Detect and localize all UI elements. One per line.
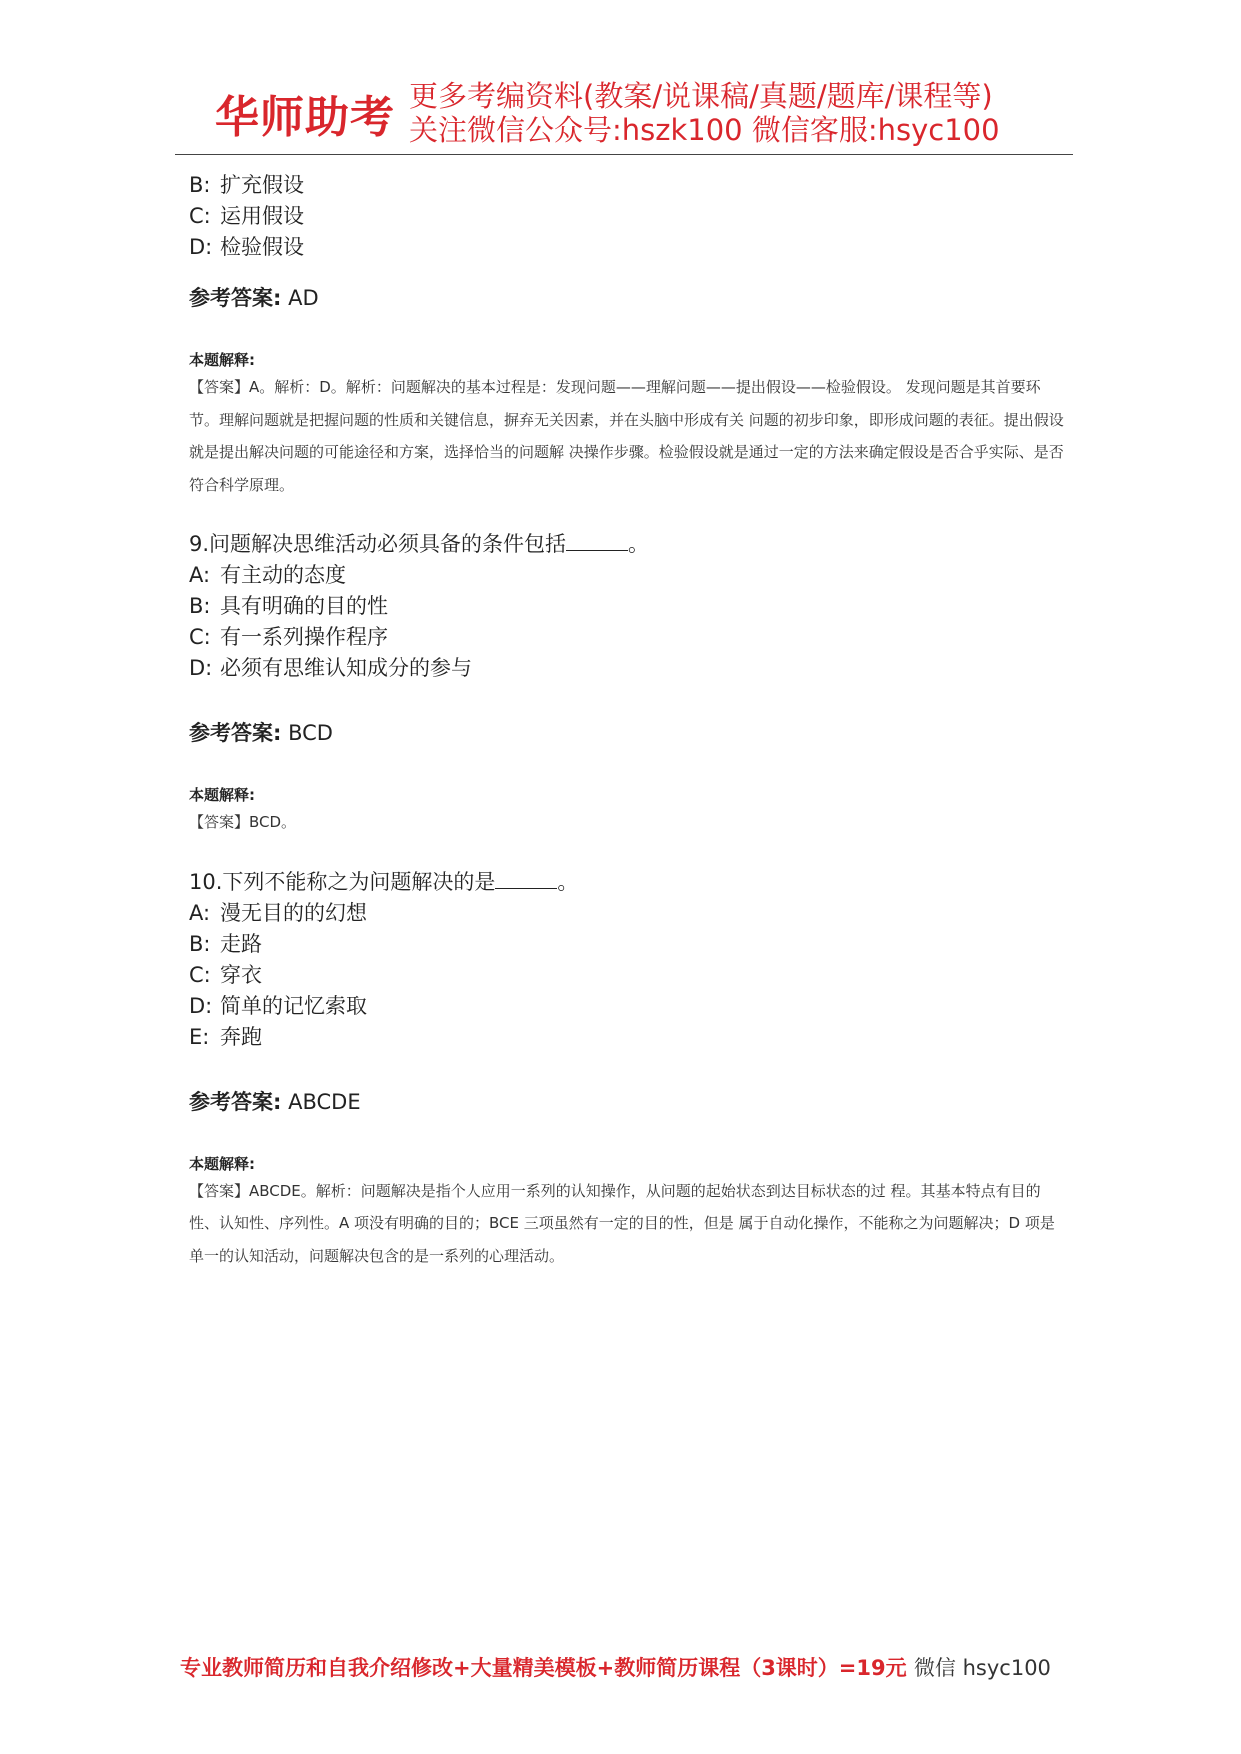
explanation-body: 【答案】ABCDE。解析：问题解决是指个人应用一系列的认知操作，从问题的起始状态到达目标状态的过 程。其基本特点有目的性、认知性、序列性。A 项没有明确的目的；BCE 三项虽然有一定的目的性，但是 属于自动化操作，不能称之为问题解决；D 项是单一的认知活动，问题解决包含的是一系列的心理活动。 [189, 1181, 1055, 1265]
option-text: 奔跑 [220, 1024, 262, 1049]
answer-line [189, 718, 1069, 748]
answer-label: 参考答案: [189, 1089, 282, 1114]
question-9-options [189, 560, 1069, 684]
option-letter: D: [189, 993, 213, 1018]
option-text: 扩充假设 [220, 173, 304, 197]
answer-label: 参考答案: [189, 721, 282, 745]
question-stem [189, 529, 1069, 560]
question-stem [189, 867, 1069, 898]
header-banner [175, 78, 1075, 148]
option-text: 简单的记忆索取 [220, 993, 367, 1018]
question-10-options [189, 898, 1069, 1053]
option [189, 170, 1069, 201]
option-letter: B: [189, 173, 211, 197]
option [189, 653, 1069, 684]
option-text: 漫无目的的幻想 [220, 900, 367, 925]
answer-value: ABCDE [288, 1089, 361, 1114]
option-text: 运用假设 [220, 204, 304, 228]
option-text: 穿衣 [220, 962, 262, 987]
option [189, 560, 1069, 591]
explanation-title: 本题解释: [189, 1154, 255, 1173]
option-text: 检验假设 [220, 235, 304, 259]
option [189, 1022, 1069, 1053]
header-line-2: 关注微信公众号:hszk100 微信客服:hsyc100 [409, 113, 1000, 147]
option-letter: B: [189, 931, 211, 956]
option [189, 591, 1069, 622]
answer-line [189, 1087, 1069, 1117]
answer-value: BCD [288, 721, 333, 745]
option-letter: A: [189, 900, 211, 925]
stem-end: 。 [557, 869, 579, 894]
option [189, 622, 1069, 653]
footer-wechat: 微信 hsyc100 [913, 1656, 1051, 1680]
option-letter: E: [189, 1024, 210, 1049]
option-letter: C: [189, 962, 211, 987]
explanation-body: 【答案】BCD。 [189, 813, 297, 831]
explanation-title: 本题解释: [189, 786, 255, 804]
option-text: 必须有思维认知成分的参与 [220, 656, 472, 680]
answer-line [189, 283, 1069, 313]
stem-end: 。 [628, 532, 650, 556]
answer-value: AD [288, 286, 319, 310]
explanation-title: 本题解释: [189, 351, 255, 369]
brand-logo: 华师助考 [215, 92, 395, 143]
option-letter: D: [189, 235, 213, 259]
option-text: 有一系列操作程序 [220, 625, 388, 649]
option [189, 960, 1069, 991]
option [189, 929, 1069, 960]
option [189, 232, 1069, 263]
question-8-options [189, 170, 1069, 263]
header-line-1: 更多考编资料(教案/说课稿/真题/题库/课程等) [409, 79, 993, 113]
option-text: 具有明确的目的性 [220, 594, 388, 618]
header-promo [409, 79, 1000, 147]
option-letter: B: [189, 594, 211, 618]
answer-blank [495, 869, 557, 889]
option-letter: D: [189, 656, 213, 680]
footer-promo-text: 专业教师简历和自我介绍修改+大量精美模板+教师简历课程（3课时）=19元 [180, 1656, 907, 1680]
answer-label: 参考答案: [189, 286, 282, 310]
stem-text: 9.问题解决思维活动必须具备的条件包括 [189, 532, 567, 556]
option-text: 走路 [220, 931, 262, 956]
option [189, 201, 1069, 232]
option [189, 898, 1069, 929]
explanation-body: 【答案】A。解析：D。解析：问题解决的基本过程是：发现问题——理解问题——提出假设——检验假设。 发现问题是其首要环节。理解问题就是把握问题的性质和关键信息，摒弃无关因素，并在头脑中形成有关 问题的初步印象，即形成问题的表征。提出假设就是提出解决问题的可能途径和方案，选择恰当的问题解 决操作步骤。检验假设就是通过一定的方法来确定假设是否合乎实际、是否符合科学原理。 [189, 378, 1064, 494]
footer-promo [180, 1652, 1080, 1682]
option-text: 有主动的态度 [220, 563, 346, 587]
stem-text: 10.下列不能称之为问题解决的是 [189, 869, 496, 894]
answer-blank [566, 531, 628, 551]
header-divider [175, 154, 1073, 155]
option-letter: C: [189, 204, 211, 228]
option-letter: C: [189, 625, 211, 649]
document-content [189, 170, 1069, 1272]
option [189, 991, 1069, 1022]
option-letter: A: [189, 563, 211, 587]
